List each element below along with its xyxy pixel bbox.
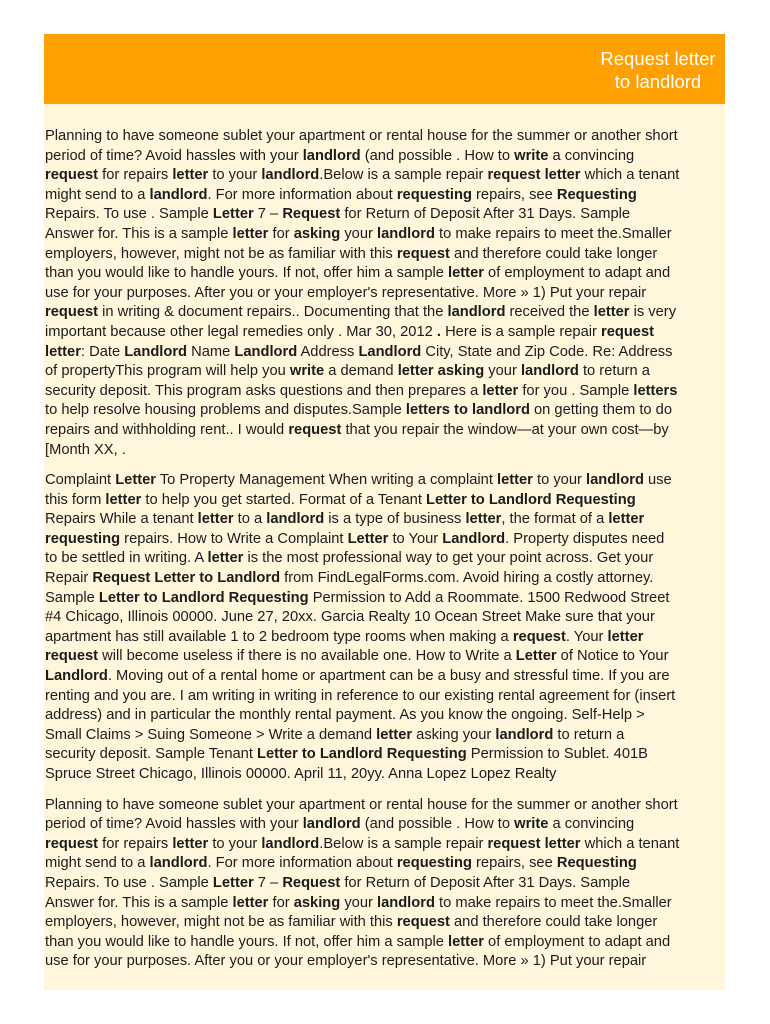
text-run: might send to a (45, 855, 150, 872)
keyword-highlight: Landlord (442, 530, 506, 547)
text-line (45, 303, 725, 323)
text-line (45, 147, 725, 167)
keyword-highlight: Landlord (358, 343, 422, 360)
text-line (45, 245, 725, 265)
keyword-highlight: landlord (302, 147, 361, 164)
keyword-highlight: request (396, 914, 450, 931)
text-run: which a tenant (580, 835, 680, 852)
text-line (45, 628, 725, 648)
keyword-highlight: letter (496, 472, 533, 489)
text-run: to your (532, 472, 586, 489)
text-run: Small Claims > Suing Someone > Write a demand (45, 726, 377, 743)
text-run: asking your (412, 726, 496, 743)
text-run: to make repairs to meet the.Smaller (434, 894, 672, 911)
keyword-highlight: requesting (45, 530, 121, 547)
document-body (45, 127, 725, 983)
text-run: Repair (45, 570, 93, 587)
keyword-highlight: Letter (212, 206, 254, 223)
text-line (45, 569, 725, 589)
text-run: a convincing (548, 147, 635, 164)
text-run: to your (208, 167, 262, 184)
text-line (45, 589, 725, 609)
keyword-highlight: write (514, 816, 549, 833)
document-page (44, 34, 725, 990)
keyword-highlight: landlord (520, 363, 579, 380)
text-run: Planning to have someone sublet your apartment or rental house for the summer or another short (45, 128, 678, 144)
text-run: renting and you are. I am writing in writing in reference to our existing rental agreement for (insert (45, 687, 676, 704)
text-run: (and possible . How to (360, 147, 515, 164)
text-run: Repairs While a tenant (45, 511, 198, 528)
keyword-highlight: Letter (515, 648, 557, 665)
text-run: repairs and withholding rent.. I would (45, 421, 289, 438)
text-run: apartment has still available 1 to 2 bedroom type rooms when making a (45, 628, 513, 645)
text-line (45, 362, 725, 382)
text-run: for (268, 225, 294, 242)
text-run: City, State and Zip Code. Re: Address (421, 343, 673, 360)
text-run: Here is a sample repair (440, 323, 601, 340)
text-run: Permission to Add a Roommate. 1500 Redwood Street (308, 589, 670, 606)
keyword-highlight: landlord (149, 186, 208, 203)
text-line (45, 726, 725, 746)
keyword-highlight: request letter (487, 835, 581, 852)
keyword-highlight: letter (465, 511, 502, 528)
keyword-highlight: Landlord (45, 668, 108, 685)
text-run: your (484, 363, 521, 380)
text-run: for repairs (98, 167, 173, 184)
text-run: Answer for. This is a sample (45, 894, 233, 911)
keyword-highlight: Letter to Landlord Requesting (98, 589, 309, 606)
title-banner (44, 34, 725, 104)
keyword-highlight: letters (633, 382, 678, 399)
text-run: is the most professional way to get your point across. Get your (243, 550, 654, 567)
text-run: period of time? Avoid hassles with your (45, 147, 303, 164)
text-run: . For more information about (207, 855, 397, 872)
text-line (45, 952, 725, 972)
text-run: employers, however, might not be as familiar with this (45, 914, 397, 931)
text-run: your (340, 225, 377, 242)
text-line (45, 549, 725, 569)
keyword-highlight: requesting (396, 186, 472, 203)
keyword-highlight: Requesting (556, 186, 637, 203)
text-run: security deposit. This program asks questions and then prepares a (45, 382, 483, 399)
text-line (45, 608, 725, 628)
keyword-highlight: Letter to Landlord Requesting (257, 746, 467, 763)
text-run: repairs, see (471, 186, 557, 203)
keyword-highlight: letter (172, 835, 209, 852)
keyword-highlight: letter (448, 933, 484, 950)
keyword-highlight: Landlord (234, 343, 298, 360)
text-run: which a tenant (580, 167, 680, 184)
keyword-highlight: request (600, 323, 655, 340)
text-run: period of time? Avoid hassles with your (45, 816, 303, 833)
keyword-highlight: write (514, 147, 549, 164)
text-run: address) and in particular the monthly rental payment. As you know the ongoing. Self-Help > (45, 707, 645, 724)
keyword-highlight: landlord (261, 167, 320, 184)
text-run: for Return of Deposit After 31 Days. Sample (340, 874, 631, 891)
text-line (45, 745, 725, 765)
keyword-highlight: Letter to Landlord Requesting (426, 491, 636, 508)
text-run: to help resolve housing problems and disputes.Sample (45, 402, 406, 419)
text-line (45, 284, 725, 304)
keyword-highlight: write (289, 363, 325, 380)
keyword-highlight: Request (282, 206, 341, 223)
keyword-highlight: letters to landlord (405, 402, 530, 419)
keyword-highlight: Requesting (556, 855, 637, 872)
keyword-highlight: letter (232, 225, 269, 242)
keyword-highlight: letter (607, 628, 644, 645)
text-run: a convincing (548, 816, 635, 833)
keyword-highlight: letter (207, 550, 244, 567)
keyword-highlight: letter (376, 726, 413, 743)
text-line (45, 343, 725, 363)
paragraph (45, 471, 725, 785)
text-run: is a type of business (324, 511, 466, 528)
text-line (45, 796, 725, 816)
text-run: of propertyThis program will help you (45, 363, 290, 380)
keyword-highlight: . (436, 323, 441, 340)
text-run: this form (45, 491, 106, 508)
text-run: use for your purposes. After you or your employer's representative. More » 1) Put your repair (45, 284, 647, 301)
text-run: use (643, 472, 672, 489)
text-run: to a (233, 511, 267, 528)
text-line (45, 441, 725, 461)
text-run: for repairs (98, 835, 173, 852)
keyword-highlight: request (396, 245, 450, 262)
document-title-line-2: to landlord (614, 71, 702, 92)
text-run: : Date (80, 343, 125, 360)
text-line (45, 854, 725, 874)
text-run: for (268, 894, 294, 911)
keyword-highlight: landlord (261, 835, 320, 852)
text-run: Name (187, 343, 235, 360)
text-run: and therefore could take longer (449, 245, 658, 262)
text-run: to return a (578, 363, 650, 380)
keyword-highlight: Request Letter to Landlord (92, 570, 281, 587)
paragraph (45, 127, 725, 460)
keyword-highlight: letter (232, 894, 269, 911)
keyword-highlight: landlord (376, 225, 435, 242)
text-run: and therefore could take longer (449, 914, 658, 931)
keyword-highlight: asking (293, 225, 341, 242)
text-run: security deposit. Sample Tenant (45, 746, 257, 763)
text-run: is very (629, 304, 677, 321)
keyword-highlight: request (45, 835, 99, 852)
keyword-highlight: Landlord (124, 343, 188, 360)
text-run: than you would like to handle yours. If not, offer him a sample (45, 933, 449, 950)
keyword-highlight: request (512, 628, 566, 645)
text-run: that you repair the window—at your own cost—by (341, 421, 669, 438)
text-line (45, 264, 725, 284)
keyword-highlight: asking (293, 894, 341, 911)
text-run: .Below is a sample repair (319, 835, 488, 852)
text-line (45, 205, 725, 225)
text-run: repairs. How to Write a Complaint (120, 530, 348, 547)
text-run: . Moving out of a rental home or apartment can be a busy and stressful time. If you are (107, 668, 670, 685)
keyword-highlight: request (45, 304, 99, 321)
keyword-highlight: request (45, 167, 99, 184)
text-run: Permission to Sublet. 401B (466, 746, 648, 763)
text-run: . Property disputes need (505, 530, 665, 547)
text-run: Repairs. To use . Sample (45, 206, 213, 223)
text-run: 7 – (253, 206, 283, 223)
text-line (45, 874, 725, 894)
keyword-highlight: letter (105, 491, 142, 508)
text-run: .Below is a sample repair (319, 167, 488, 184)
text-run: to help you get started. Format of a Tenant (141, 491, 426, 508)
keyword-highlight: letter (172, 167, 209, 184)
keyword-highlight: landlord (585, 472, 644, 489)
text-line (45, 933, 725, 953)
text-line (45, 835, 725, 855)
text-line (45, 421, 725, 441)
text-line (45, 667, 725, 687)
keyword-highlight: requesting (396, 855, 472, 872)
keyword-highlight: Letter (115, 472, 157, 489)
text-run: received the (505, 304, 594, 321)
text-run: 7 – (253, 874, 283, 891)
text-run: Answer for. This is a sample (45, 225, 233, 242)
text-run: use for your purposes. After you or your employer's representative. More » 1) Put your repair (45, 953, 647, 970)
text-run: employers, however, might not be as familiar with this (45, 245, 397, 262)
text-run: Spruce Street Chicago, Illinois 00000. April 11, 20yy. Anna Lopez Lopez Realty (45, 766, 557, 782)
keyword-highlight: landlord (447, 304, 506, 321)
text-line (45, 401, 725, 421)
text-run: important because other legal remedies only . Mar 30, 2012 (45, 323, 437, 340)
text-line (45, 815, 725, 835)
text-run: repairs, see (471, 855, 557, 872)
text-run: to your (208, 835, 262, 852)
text-line (45, 186, 725, 206)
text-run: to be settled in writing. A (45, 550, 208, 567)
keyword-highlight: landlord (495, 726, 554, 743)
text-run: on getting them to do (529, 402, 673, 419)
text-line (45, 913, 725, 933)
text-run: in writing & document repairs.. Documenting that the (98, 304, 448, 321)
keyword-highlight: letter (197, 511, 234, 528)
text-line (45, 491, 725, 511)
text-run: Planning to have someone sublet your apartment or rental house for the summer or another short (45, 796, 678, 813)
keyword-highlight: letter (482, 382, 519, 399)
text-run: from FindLegalForms.com. Avoid hiring a costly attorney. (280, 570, 654, 587)
text-run: than you would like to handle yours. If not, offer him a sample (45, 265, 449, 282)
keyword-highlight: request (45, 648, 99, 665)
text-line (45, 225, 725, 245)
keyword-highlight: letter asking (397, 363, 485, 380)
text-run: of employment to adapt and (483, 933, 671, 950)
text-run: will become useless if there is no available one. How to Write a (98, 648, 516, 665)
text-run: . For more information about (207, 186, 397, 203)
keyword-highlight: Request (282, 874, 341, 891)
document-title (591, 47, 725, 93)
text-run: of Notice to Your (556, 648, 669, 665)
text-run: Complaint (45, 472, 116, 489)
keyword-highlight: request letter (487, 167, 581, 184)
text-run: for you . Sample (518, 382, 634, 399)
text-line (45, 687, 725, 707)
text-run: (and possible . How to (360, 816, 515, 833)
text-run: for Return of Deposit After 31 Days. Sample (340, 206, 631, 223)
text-run: Sample (45, 589, 99, 606)
text-run: to Your (388, 530, 443, 547)
text-run: . Your (565, 628, 608, 645)
text-run: to make repairs to meet the.Smaller (434, 225, 672, 242)
text-line (45, 530, 725, 550)
text-line (45, 471, 725, 491)
keyword-highlight: request (288, 421, 342, 438)
keyword-highlight: letter (45, 343, 81, 360)
text-line (45, 647, 725, 667)
text-line (45, 166, 725, 186)
keyword-highlight: letter (608, 511, 645, 528)
keyword-highlight: letter (593, 304, 630, 321)
text-run: Address (297, 343, 359, 360)
text-line (45, 323, 725, 343)
keyword-highlight: landlord (149, 855, 208, 872)
text-run: #4 Chicago, Illinois 00000. June 27, 20xx. Garcia Realty 10 Ocean Street Make sure that your (45, 609, 655, 626)
text-run: a demand (324, 363, 398, 380)
keyword-highlight: landlord (302, 816, 361, 833)
text-line (45, 510, 725, 530)
text-run: [Month XX, . (45, 441, 126, 458)
document-title-line-1: Request letter (600, 48, 716, 69)
text-run: to return a (553, 726, 625, 743)
paragraph (45, 796, 725, 972)
text-line (45, 706, 725, 726)
text-run: To Property Management When writing a complaint (156, 472, 497, 489)
text-run: Repairs. To use . Sample (45, 874, 213, 891)
text-line (45, 382, 725, 402)
text-run: , the format of a (501, 511, 609, 528)
text-run: might send to a (45, 186, 150, 203)
keyword-highlight: Letter (212, 874, 254, 891)
text-run: of employment to adapt and (483, 265, 671, 282)
keyword-highlight: letter (448, 265, 484, 282)
keyword-highlight: landlord (266, 511, 325, 528)
keyword-highlight: Letter (347, 530, 389, 547)
text-run: your (340, 894, 377, 911)
text-line (45, 765, 725, 785)
text-line (45, 127, 725, 147)
text-line (45, 894, 725, 914)
keyword-highlight: landlord (376, 894, 435, 911)
